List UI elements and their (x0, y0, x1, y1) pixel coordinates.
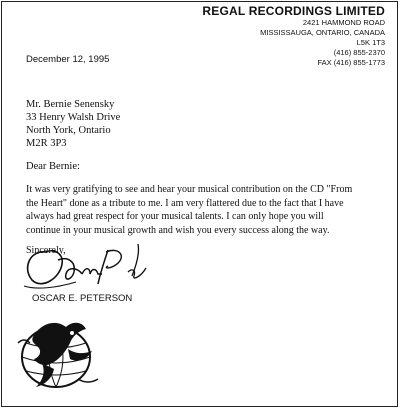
fax-line: FAX (416) 855-1773 (317, 58, 385, 67)
recipient-line: 33 Henry Walsh Drive (26, 112, 121, 123)
letter-body (26, 183, 366, 237)
body-line: continue in your musical growth and wish you every success along the way. (26, 224, 330, 236)
letter-page (1, 1, 398, 407)
recipient-line: North York, Ontario (26, 125, 111, 136)
recipient-line: Mr. Bernie Senensky (26, 99, 115, 110)
company-name: REGAL RECORDINGS LIMITED (202, 4, 385, 18)
letter-date: December 12, 1995 (26, 54, 110, 65)
address-line: 2421 HAMMOND ROAD (302, 18, 385, 27)
salutation: Dear Bernie: (26, 161, 80, 172)
address-line: L5K 1T3 (356, 38, 385, 47)
letterhead (202, 4, 385, 68)
handwritten-signature (16, 238, 156, 294)
address-line: MISSISSAUGA, ONTARIO, CANADA (260, 28, 385, 37)
body-line: the Heart" done as a tribute to me. I am very flattered due to the fact that I have (26, 197, 344, 209)
recipient-address (26, 98, 120, 150)
recipient-line: M2R 3P3 (26, 138, 67, 149)
body-line: It was very gratifying to see and hear your musical contribution on the CD "From (26, 184, 353, 195)
closing: Sincerely, (26, 245, 66, 256)
globe-bird-logo-icon (12, 313, 104, 393)
phone-line: (416) 855-2370 (333, 48, 385, 57)
signer-name: OSCAR E. PETERSON (32, 293, 133, 304)
body-line: always had great respect for your musical talents. I can only hope you will (26, 211, 324, 222)
